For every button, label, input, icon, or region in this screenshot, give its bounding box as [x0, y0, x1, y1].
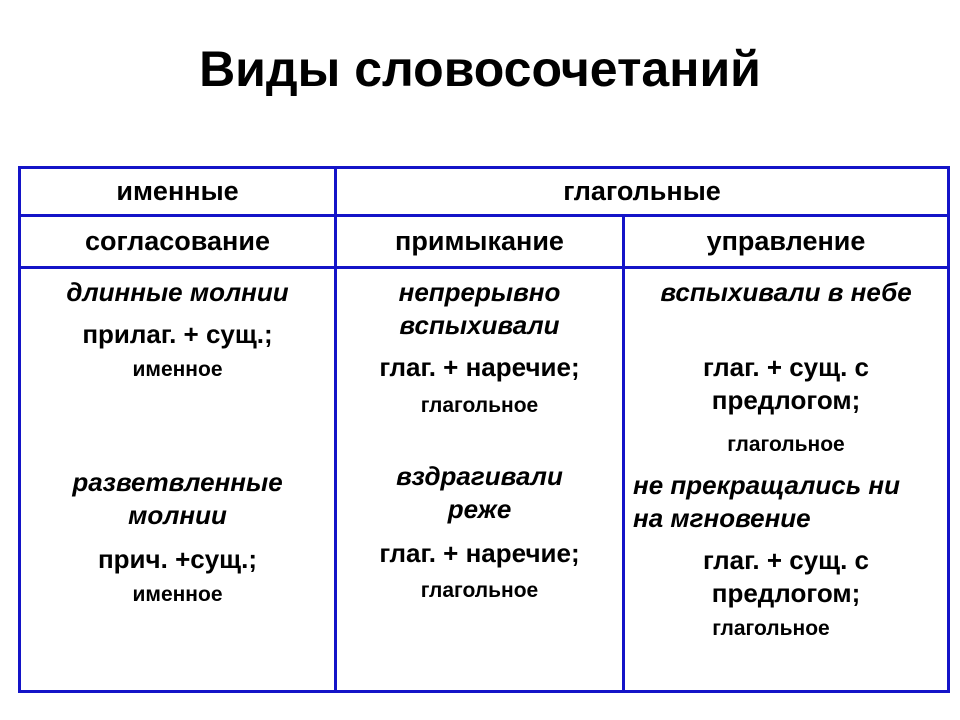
agreement-type-2: именное [132, 583, 223, 606]
subheader-agreement: согласование [85, 226, 270, 256]
adjacency-type-1: глагольное [420, 394, 539, 417]
adjacency-formula-1: глаг. + наречие; [379, 352, 580, 382]
agreement-formula-2: прич. +сущ.; [97, 544, 258, 574]
header-nominal: именные [116, 176, 239, 206]
table-border-right [947, 166, 950, 693]
subheader-row-divider [18, 266, 950, 269]
agreement-type-1: именное [132, 358, 223, 381]
table-border-bottom [18, 690, 950, 693]
government-formula-1: глаг. + сущ. с предлогом; [702, 352, 869, 415]
table-border-top [18, 166, 950, 169]
header-verbal: глагольные [563, 176, 721, 206]
header-row-divider [18, 214, 950, 217]
agreement-formula-1: прилаг. + сущ.; [82, 319, 273, 349]
adjacency-example-1: непрерывно вспыхивали [398, 277, 561, 340]
subheader-government: управление [706, 226, 866, 256]
government-type-2: глагольное [712, 617, 830, 640]
collocation-types-table [18, 166, 950, 693]
adjacency-formula-2: глаг. + наречие; [379, 538, 580, 568]
government-formula-2: глаг. + сущ. с предлогом; [702, 545, 869, 608]
subheader-adjacency: примыкание [395, 226, 564, 256]
adjacency-type-2: глагольное [420, 579, 539, 602]
government-example-2: не прекращались ни на мгновение [633, 470, 900, 533]
government-type-1: глагольное [727, 433, 845, 456]
agreement-example-1: длинные молнии [66, 277, 289, 307]
government-example-1: вспыхивали в небе [660, 277, 912, 307]
page-title: Виды словосочетаний [199, 41, 761, 97]
agreement-example-2: разветвленные молнии [72, 467, 283, 530]
adjacency-example-2: вздрагивали реже [396, 461, 563, 524]
